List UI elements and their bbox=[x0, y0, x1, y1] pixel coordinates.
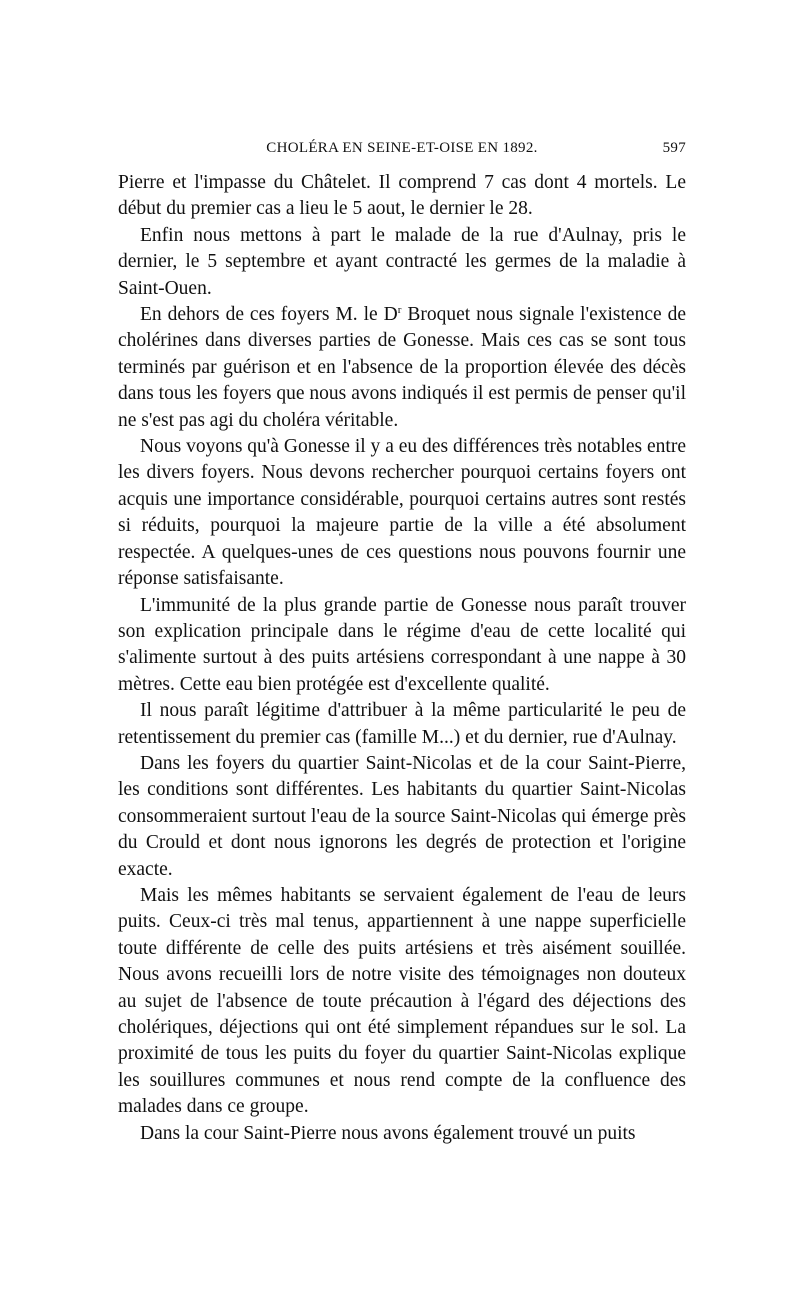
page-number: 597 bbox=[662, 140, 686, 156]
paragraph bbox=[118, 302, 686, 434]
running-head bbox=[118, 140, 686, 164]
paragraph: Dans les foyers du quartier Saint-Nicolas et de la cour Saint-Pierre, les conditions sont différentes. Les habitants du quartier Saint-Nicolas consommeraient surtout l'eau de la source Saint-Nicolas qui émerge près du Crould et dont nous ignorons les degrés de protection et l'origine exacte. bbox=[118, 752, 686, 880]
paragraph: L'immunité de la plus grande partie de Gonesse nous paraît trouver son explication principale dans le régime d'eau de cette localité qui s'alimente surtout à des puits artésiens correspondant à une nappe à 30 mètres. Cette eau bien protégée est d'excellente qualité. bbox=[118, 594, 686, 695]
paragraph: Nous voyons qu'à Gonesse il y a eu des différences très notables entre les divers foyers. Nous devons rechercher pourquoi certains foyers ont acquis une importance considérable, pourquoi certains autres sont restés si réduits, pourquoi la majeure partie de la ville a été absolument respectée. A quelques-unes de ces questions nous pouvons fournir une réponse satisfaisante. bbox=[118, 436, 686, 590]
paragraph: Enfin nous mettons à part le malade de la rue d'Aulnay, pris le dernier, le 5 septembre et ayant contracté les germes de la maladie à Saint-Ouen. bbox=[118, 224, 686, 299]
body-text bbox=[118, 170, 686, 1147]
paragraph: Pierre et l'impasse du Châtelet. Il comprend 7 cas dont 4 mortels. Le début du premier cas a lieu le 5 aout, le dernier le 28. bbox=[118, 172, 686, 220]
paragraph-text: En dehors de ces foyers M. le D bbox=[140, 304, 398, 326]
paragraph: Mais les mêmes habitants se servaient également de l'eau de leurs puits. Ceux-ci très mal tenus, appartiennent à une nappe superficielle toute différente de celle des puits artésiens et très aisément souillée. Nous avons recueilli lors de notre visite des témoignages non douteux au sujet de l'absence de toute précaution à l'égard des déjections des cholériques, déjections qui ont été simplement répandues sur le sol. La proximité de tous les puits du foyer du quartier Saint-Nicolas explique les souillures communes et nous rend compte de la confluence des malades dans ce groupe. bbox=[118, 884, 686, 1118]
running-title: CHOLÉRA EN SEINE-ET-OISE EN 1892. bbox=[266, 140, 538, 156]
paragraph: Dans la cour Saint-Pierre nous avons également trouvé un puits bbox=[140, 1122, 636, 1144]
superscript: r bbox=[397, 304, 402, 317]
paragraph: Il nous paraît légitime d'attribuer à la même particularité le peu de retentissement du premier cas (famille M...) et du dernier, rue d'Aulnay. bbox=[118, 700, 686, 748]
book-page bbox=[118, 140, 686, 1147]
paragraph-text: Broquet nous signale l'existence de cholérines dans diverses parties de Gonesse. Mais ces cas se sont tous terminés par guérison et en l'absence de la proportion élevée des décès dans tous les foyers que nous avons indiqués il est permis de penser qu'il ne s'est pas agi du choléra véritable. bbox=[118, 304, 686, 431]
